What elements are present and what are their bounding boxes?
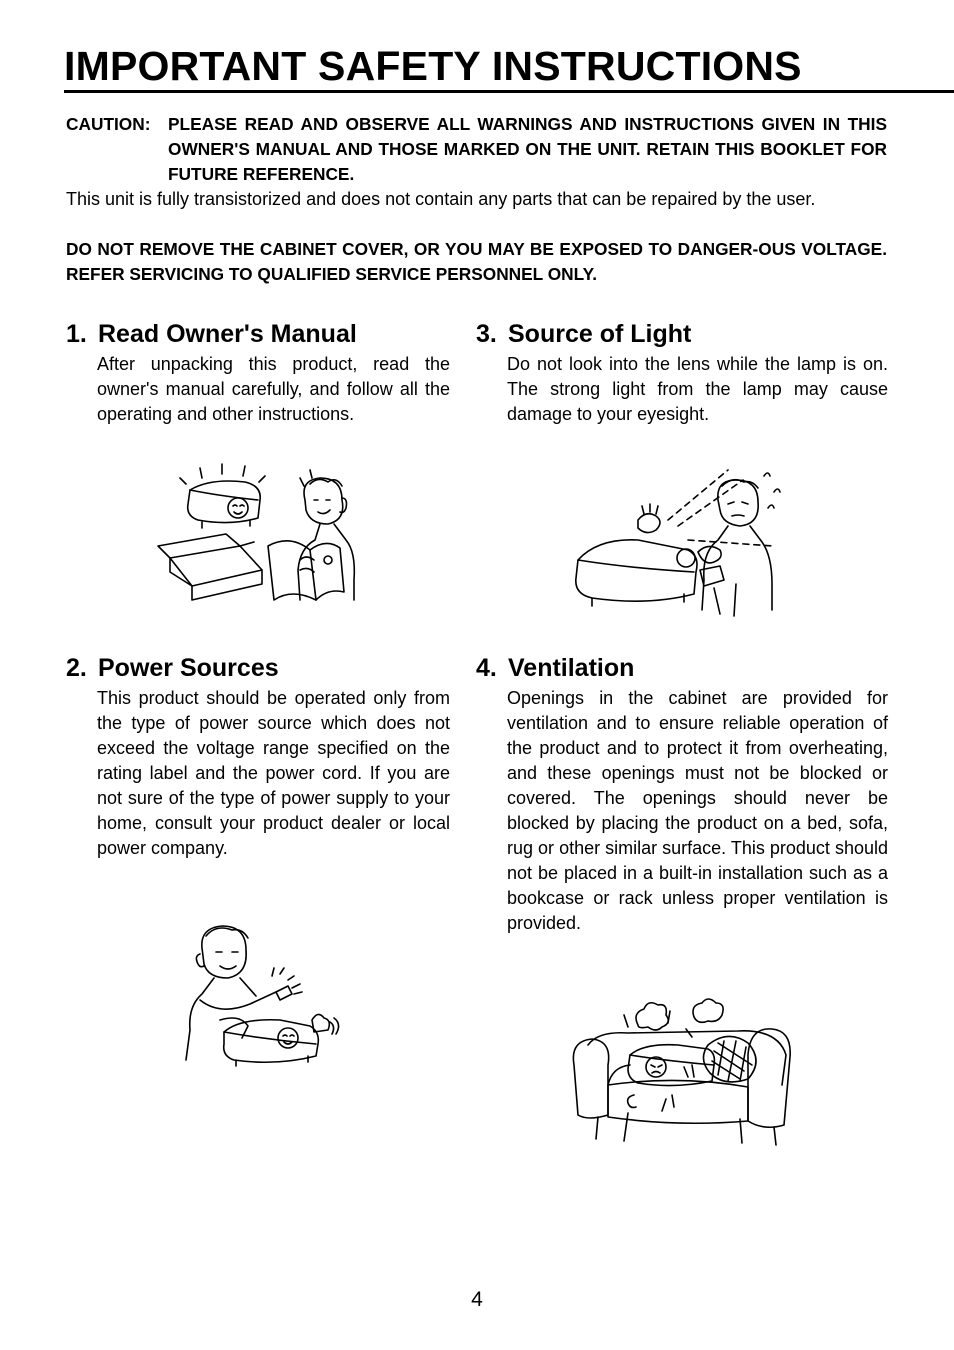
caution-label: CAUTION:	[66, 114, 151, 134]
title-underline	[64, 90, 954, 93]
man-plugging-cord-illustration	[180, 920, 340, 1070]
section-3-heading	[476, 319, 691, 349]
section-number: 3.	[476, 320, 497, 348]
section-1-heading	[66, 319, 357, 349]
projector-on-sofa-illustration	[568, 995, 798, 1155]
warning-paragraph: DO NOT REMOVE THE CABINET COVER, OR YOU MAY BE EXPOSED TO DANGER-OUS VOLTAGE. REFER SERVICING TO QUALIFIED SERVICE PERSONNEL ONLY.	[66, 239, 887, 284]
section-1-body: After unpacking this product, read the owner's manual carefully, and follow all the operating and other instructions.	[97, 354, 450, 424]
caution-text: PLEASE READ AND OBSERVE ALL WARNINGS AND INSTRUCTIONS GIVEN IN THIS OWNER'S MANUAL AND THOSE MARKED ON THE UNIT. RETAIN THIS BOOKLET FOR FUTURE REFERENCE.	[168, 114, 887, 184]
page-number: 4	[471, 1288, 483, 1311]
section-title: Power Sources	[98, 654, 279, 682]
intro-paragraph: This unit is fully transistorized and does not contain any parts that can be repaired by the user.	[66, 189, 816, 209]
section-number: 4.	[476, 654, 497, 682]
section-title: Source of Light	[508, 320, 692, 348]
section-2-heading	[66, 653, 279, 683]
section-4-heading	[476, 653, 634, 683]
section-2-body: This product should be operated only from the type of power source which does not exceed the voltage range specified on the rating label and the power cord. If you are not sure of the type of power supply to your home, consult your product dealer or local power company.	[97, 688, 450, 858]
page-title: IMPORTANT SAFETY INSTRUCTIONS	[64, 43, 802, 89]
section-number: 2.	[66, 654, 87, 682]
section-title: Read Owner's Manual	[98, 320, 357, 348]
man-reading-manual-illustration	[150, 460, 370, 610]
section-title: Ventilation	[508, 654, 635, 682]
section-3-body: Do not look into the lens while the lamp is on. The strong light from the lamp may cause damage to your eyesight.	[507, 354, 888, 424]
caution-notice	[66, 112, 887, 187]
man-shielding-eyes-illustration	[568, 460, 788, 620]
section-number: 1.	[66, 320, 87, 348]
section-4-body: Openings in the cabinet are provided for ventilation and to ensure reliable operation of the product and to protect it from overheating, and these openings must not be blocked or covered. The openings should never be blocked by placing the product on a bed, sofa, rug or other similar surface. This product should not be placed in a built-in installation such as a bookcase or rack unless proper ventilation is provided.	[507, 688, 888, 933]
